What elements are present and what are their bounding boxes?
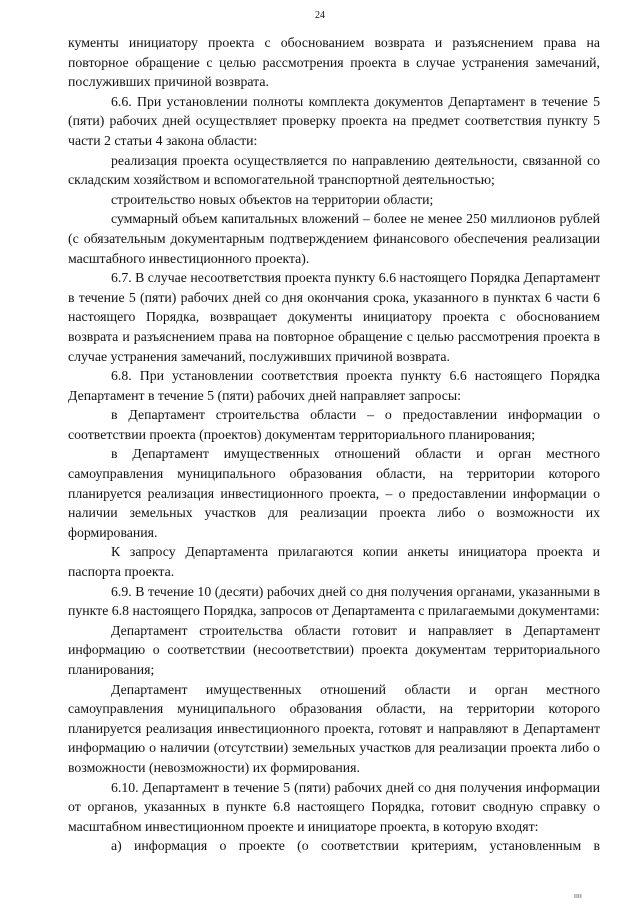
paragraph: Департамент строительства области готовит и направляет в Департамент информацию о соответствии (несоответствии) проекта документам территориального планирования; (68, 622, 600, 677)
paragraph: 6.8. При установлении соответствия проекта пункту 6.6 настоящего Порядка Департамент в течение 5 (пяти) рабочих дней направляет запросы: (68, 368, 600, 403)
paragraph: 6.6. При установлении полноты комплекта документов Департамент в течение 5 (пяти) рабочих дней осуществляет проверку проекта на предмет соответствия пункту 5 части 2 статьи 4 закона области: (68, 93, 600, 148)
paragraph: К запросу Департамента прилагаются копии анкеты инициатора проекта и паспорта проекта. (68, 544, 600, 580)
paragraph: 6.9. В течение 10 (десяти) рабочих дней со дня получения органами, указанными в пункте 6.8 настоящего Порядка, запросов от Департамента с прилагаемыми документами: (68, 583, 600, 619)
scan-mark: ıııı (574, 893, 582, 900)
paragraph: 6.7. В случае несоответствия проекта пункту 6.6 настоящего Порядка Департамент в течение 5 (пяти) рабочих дней со дня окончания срока, указанного в пунктах 6 части 6 настоящего Порядка, возвращает документы инициатору проекта с обоснованием возврата и разъяснением права на повторное обращение с целью рассмотрения проекта в случае устранения замечаний, послуживших причиной возврата. (68, 270, 600, 364)
paragraph: в Департамент имущественных отношений области и орган местного самоуправления муниципального образования области, на территории которого планируется реализация инвестиционного проекта, – о предоставлении информации о наличии земельных участков для реализации проекта либо о возможности их формирования. (68, 446, 600, 540)
paragraph: в Департамент строительства области – о предоставлении информации о соответствии проекта (проектов) документам территориального планирования; (68, 407, 600, 442)
paragraph: кументы инициатору проекта с обоснованием возврата и разъяснением права на повторное обращение с целью рассмотрения проекта в случае устранения замечаний, послуживших причиной возврата. (68, 35, 600, 90)
paragraph: а) информация о проекте (о соответствии критериям, установленным в (111, 838, 600, 854)
paragraph: 6.10. Департамент в течение 5 (пяти) рабочих дней со дня получения информации от органов, указанных в пункте 6.8 настоящего Порядка, готовит сводную справку о масштабном инвестиционном проекте и инициаторе проекта, в которую входят: (68, 779, 600, 834)
paragraph: строительство новых объектов на территории области; (111, 191, 434, 207)
paragraph: реализация проекта осуществляется по направлению деятельности, связанной со складским хозяйством и вспомогательной транспортной деятельностью; (68, 152, 600, 188)
page-number: 24 (315, 10, 325, 21)
document-body (68, 33, 600, 856)
paragraph: Департамент имущественных отношений области и орган местного самоуправления муниципального образования области, на территории которого планируется реализация инвестиционного проекта, готовят и направляют в Департамент информацию о наличии (отсутствии) земельных участков для реализации проекта либо о возможности (невозможности) их формирования. (68, 681, 600, 775)
paragraph: суммарный объем капитальных вложений – более не менее 250 миллионов рублей (с обязательным документарным подтверждением финансового обеспечения реализации масштабного инвестиционного проекта). (68, 211, 600, 266)
